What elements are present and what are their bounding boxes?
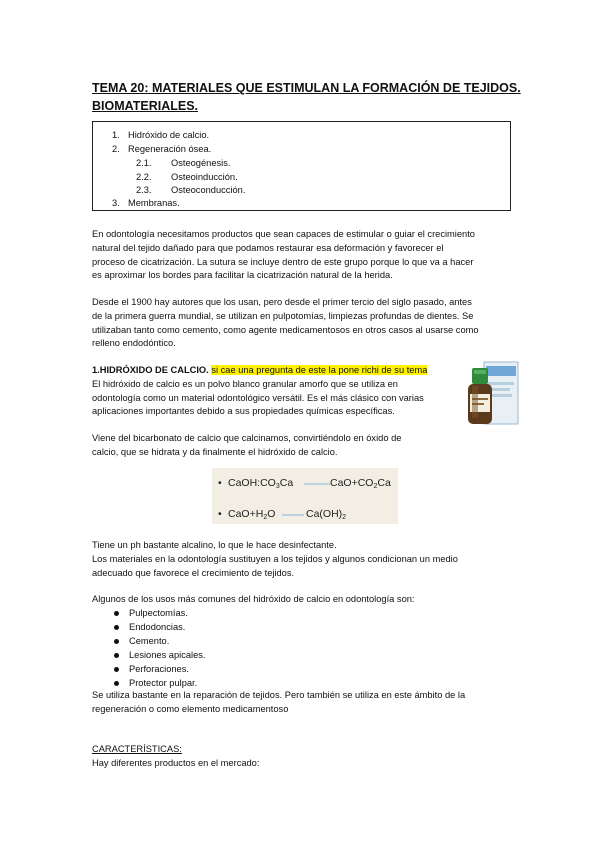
bullet-icon (114, 639, 119, 644)
formula-subscript: 3 (275, 483, 280, 490)
toc-item-number: 1. (112, 130, 120, 140)
bullet-icon (114, 653, 119, 658)
toc-item (136, 184, 246, 196)
list-item: Pulpectomías. (129, 608, 188, 618)
toc-item (112, 197, 180, 209)
history-paragraph (92, 296, 514, 351)
formula-text: CaO+CO (330, 477, 374, 489)
formula-product-1 (330, 477, 391, 493)
table-of-contents (92, 121, 511, 211)
formula-product-2 (306, 508, 346, 524)
toc-item-label: Osteogénesis. (171, 158, 231, 168)
text-line: aplicaciones importantes debido a sus propiedades químicas específicas. (92, 406, 395, 417)
chemical-reaction-figure (212, 468, 398, 524)
text-line: Algunos de los usos más comunes del hidróxido de calcio en odontología son: (92, 594, 415, 604)
toc-item (112, 143, 212, 155)
list-item: Lesiones apicales. (129, 650, 206, 660)
title-line-1: TEMA 20: MATERIALES QUE ESTIMULAN LA FORMACIÓN DE TEJIDOS. (92, 81, 521, 95)
formula-text: O (267, 508, 276, 520)
ph-paragraph (92, 539, 514, 580)
list-item: Cemento. (129, 636, 170, 646)
list-item: Protector pulpar. (129, 678, 198, 688)
toc-item-number: 2. (112, 144, 120, 154)
toc-item-label: Osteoinducción. (171, 172, 238, 182)
uses-intro (92, 593, 514, 607)
toc-item-number: 2.2. (136, 172, 152, 182)
formula-text: CaOH:CO (228, 477, 276, 489)
toc-item (136, 171, 238, 183)
text-line: adecuado que favorece el crecimiento de tejidos. (92, 567, 295, 578)
formula-text: Ca (279, 477, 294, 489)
reaction-arrow (282, 514, 304, 516)
text-line: regeneración o como elemento medicamentoso (92, 703, 289, 714)
text-line: de la primera guerra mundial, se utilizan en pulpotomías, limpiezas profundas de dientes. Se (92, 310, 474, 321)
formula-subscript: 2 (342, 514, 347, 521)
bullet-icon (114, 681, 119, 686)
formula-text: Ca (377, 477, 391, 489)
text-line: Hay diferentes productos en el mercado: (92, 757, 260, 768)
page-title (92, 79, 532, 115)
title-line-2: BIOMATERIALES. (92, 99, 199, 113)
toc-item-number: 2.1. (136, 158, 152, 168)
formula-subscript: 2 (373, 483, 378, 490)
text-line: Tiene un ph bastante alcalino, lo que le hace desinfectante. (92, 540, 337, 550)
formula-bullet: • (218, 477, 222, 489)
toc-item-number: 3. (112, 198, 120, 208)
formula-reactant-1 (228, 477, 293, 493)
text-line: Los materiales en la odontología sustituyen a los tejidos y algunos condicionan un medio (92, 553, 458, 564)
reaction-arrow (304, 483, 330, 485)
formula-subscript: 2 (263, 514, 268, 521)
characteristics-section (92, 743, 514, 771)
section-1-heading: 1.HIDRÓXIDO DE CALCIO. (92, 365, 209, 375)
formula-text: CaO+H (228, 508, 264, 520)
toc-item-label: Hidróxido de calcio. (128, 130, 210, 140)
bicarbonate-paragraph (92, 432, 454, 460)
list-item: Endodoncias. (129, 622, 186, 632)
text-line: Viene del bicarbonato de calcio que calcinamos, convirtiéndolo en óxido de (92, 433, 402, 443)
text-line: proceso de cicatrización. La sutura se incluye dentro de este grupo porque lo que va a hacer (92, 256, 474, 267)
highlight-note: si cae una pregunta de este la pone richi de su tema (211, 365, 428, 375)
text-line: es aproximar los bordes para facilitar la cicatrización natural de la herida. (92, 270, 393, 281)
intro-paragraph (92, 228, 514, 283)
characteristics-heading: CARACTERÍSTICAS: (92, 744, 182, 754)
toc-item (112, 129, 210, 141)
toc-item-number: 2.3. (136, 185, 152, 195)
calcium-hydroxide-bottle-image (458, 358, 520, 430)
list-item: Perforaciones. (129, 664, 189, 674)
text-line: natural del tejido dañado para que podamos restaurar esa deformación y favorecer el (92, 242, 444, 253)
text-line: Se utiliza bastante en la reparación de tejidos. Pero también se utiliza en este ámbito de la (92, 690, 466, 700)
toc-item-label: Regeneración ósea. (128, 144, 212, 154)
text-line: utilizaban tanto como cemento, como agente medicamentosos en otros casos al usarse como (92, 324, 479, 335)
section-1 (92, 364, 454, 419)
toc-item-label: Osteoconducción. (171, 185, 246, 195)
text-line: El hidróxido de calcio es un polvo blanco granular amorfo que se utiliza en (92, 378, 398, 389)
text-line: odontología como un material odontológico versátil. Es el más clásico con varias (92, 392, 424, 403)
toc-item-label: Membranas. (128, 198, 180, 208)
text-line: Desde el 1900 hay autores que los usan, pero desde el primer tercio del siglo pasado, antes (92, 297, 472, 307)
formula-bullet: • (218, 508, 222, 520)
text-line: En odontología necesitamos productos que sean capaces de estimular o guiar el crecimiento (92, 229, 475, 239)
bullet-icon (114, 667, 119, 672)
text-line: calcio, que se hidrata y da finalmente el hidróxido de calcio. (92, 446, 338, 457)
toc-item (136, 157, 231, 169)
formula-text: Ca(OH) (306, 508, 343, 520)
uses-after-paragraph (92, 689, 514, 717)
text-line: relleno endodóntico. (92, 338, 176, 349)
bullet-icon (114, 625, 119, 630)
section-1-heading-line (92, 364, 454, 378)
formula-reactant-2 (228, 508, 275, 524)
bullet-icon (114, 611, 119, 616)
